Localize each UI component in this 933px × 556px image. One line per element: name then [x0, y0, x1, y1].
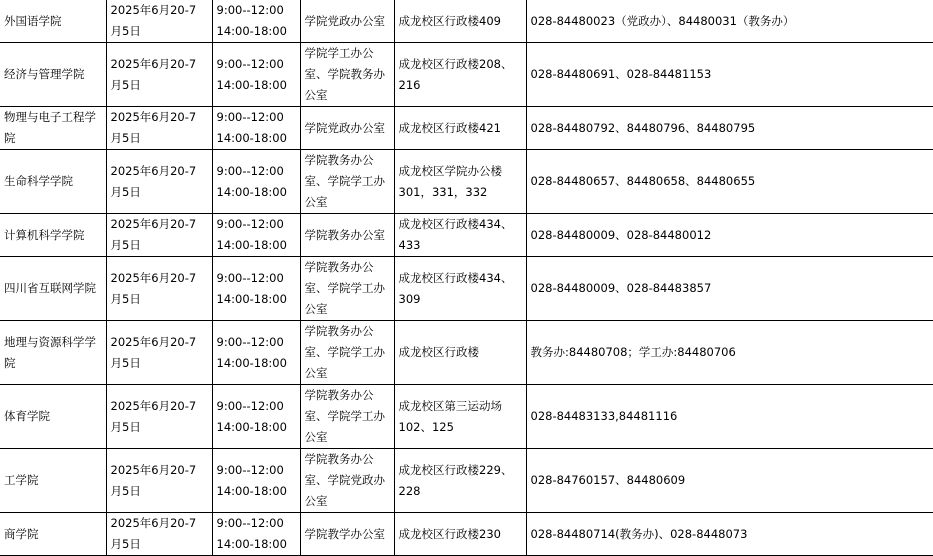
table-row [0, 385, 933, 449]
college-cell: 地理与资源科学学 院 [0, 321, 106, 385]
time-cell: 9:00--12:00 14:00-18:00 [212, 513, 300, 556]
date-cell: 2025年6月20-7 月5日 [106, 107, 212, 150]
time-cell: 9:00--12:00 14:00-18:00 [212, 107, 300, 150]
phone-cell: 028-84480792、84480796、84480795 [526, 107, 933, 150]
date-cell: 2025年6月20-7 月5日 [106, 0, 212, 43]
phone-cell: 028-84480714(教务办)、028-8448073 [526, 513, 933, 556]
time-cell: 9:00--12:00 14:00-18:00 [212, 385, 300, 449]
time-cell: 9:00--12:00 14:00-18:00 [212, 449, 300, 513]
location-cell: 成龙校区行政楼229、 228 [394, 449, 526, 513]
phone-cell: 028-84760157、84480609 [526, 449, 933, 513]
date-cell: 2025年6月20-7 月5日 [106, 43, 212, 107]
office-cell: 学院教务办公 室、学院学工办 公室 [300, 257, 394, 321]
table-row [0, 43, 933, 107]
phone-cell: 028-84480657、84480658、84480655 [526, 150, 933, 214]
location-cell: 成龙校区第三运动场 102、125 [394, 385, 526, 449]
phone-cell: 教务办:84480708；学工办:84480706 [526, 321, 933, 385]
location-cell: 成龙校区行政楼421 [394, 107, 526, 150]
college-cell: 体育学院 [0, 385, 106, 449]
office-cell: 学院教务办公室 [300, 214, 394, 257]
table-row [0, 321, 933, 385]
location-cell: 成龙校区行政楼230 [394, 513, 526, 556]
office-cell: 学院教务办公 室、学院学工办 公室 [300, 321, 394, 385]
location-cell: 成龙校区行政楼434、 433 [394, 214, 526, 257]
college-cell: 计算机科学学院 [0, 214, 106, 257]
location-cell: 成龙校区学院办公楼 301，331，332 [394, 150, 526, 214]
office-cell: 学院教学办公室 [300, 513, 394, 556]
table-row [0, 0, 933, 43]
location-cell: 成龙校区行政楼434、 309 [394, 257, 526, 321]
time-cell: 9:00--12:00 14:00-18:00 [212, 214, 300, 257]
location-cell: 成龙校区行政楼409 [394, 0, 526, 43]
college-cell: 外国语学院 [0, 0, 106, 43]
date-cell: 2025年6月20-7 月5日 [106, 449, 212, 513]
table-row [0, 107, 933, 150]
table-row [0, 257, 933, 321]
college-cell: 工学院 [0, 449, 106, 513]
date-cell: 2025年6月20-7 月5日 [106, 214, 212, 257]
location-cell: 成龙校区行政楼 [394, 321, 526, 385]
time-cell: 9:00--12:00 14:00-18:00 [212, 257, 300, 321]
date-cell: 2025年6月20-7 月5日 [106, 150, 212, 214]
time-cell: 9:00--12:00 14:00-18:00 [212, 43, 300, 107]
table-row [0, 150, 933, 214]
college-cell: 生命科学学院 [0, 150, 106, 214]
date-cell: 2025年6月20-7 月5日 [106, 513, 212, 556]
office-cell: 学院教务办公 室、学院学工办 公室 [300, 385, 394, 449]
table-row [0, 513, 933, 556]
date-cell: 2025年6月20-7 月5日 [106, 385, 212, 449]
phone-cell: 028-84480023（党政办）、84480031（教务办） [526, 0, 933, 43]
college-cell: 商学院 [0, 513, 106, 556]
college-cell: 四川省互联网学院 [0, 257, 106, 321]
time-cell: 9:00--12:00 14:00-18:00 [212, 0, 300, 43]
table-row [0, 214, 933, 257]
phone-cell: 028-84480691、028-84481153 [526, 43, 933, 107]
office-cell: 学院党政办公室 [300, 0, 394, 43]
office-cell: 学院教务办公 室、学院党政办 公室 [300, 449, 394, 513]
office-cell: 学院学工办公 室、学院教务办 公室 [300, 43, 394, 107]
time-cell: 9:00--12:00 14:00-18:00 [212, 150, 300, 214]
college-cell: 物理与电子工程学 院 [0, 107, 106, 150]
phone-cell: 028-84483133,84481116 [526, 385, 933, 449]
table-row [0, 449, 933, 513]
phone-cell: 028-84480009、028-84480012 [526, 214, 933, 257]
office-cell: 学院教务办公 室、学院学工办 公室 [300, 150, 394, 214]
college-cell: 经济与管理学院 [0, 43, 106, 107]
office-cell: 学院党政办公室 [300, 107, 394, 150]
location-cell: 成龙校区行政楼208、 216 [394, 43, 526, 107]
time-cell: 9:00--12:00 14:00-18:00 [212, 321, 300, 385]
date-cell: 2025年6月20-7 月5日 [106, 257, 212, 321]
date-cell: 2025年6月20-7 月5日 [106, 321, 212, 385]
phone-cell: 028-84480009、028-84483857 [526, 257, 933, 321]
